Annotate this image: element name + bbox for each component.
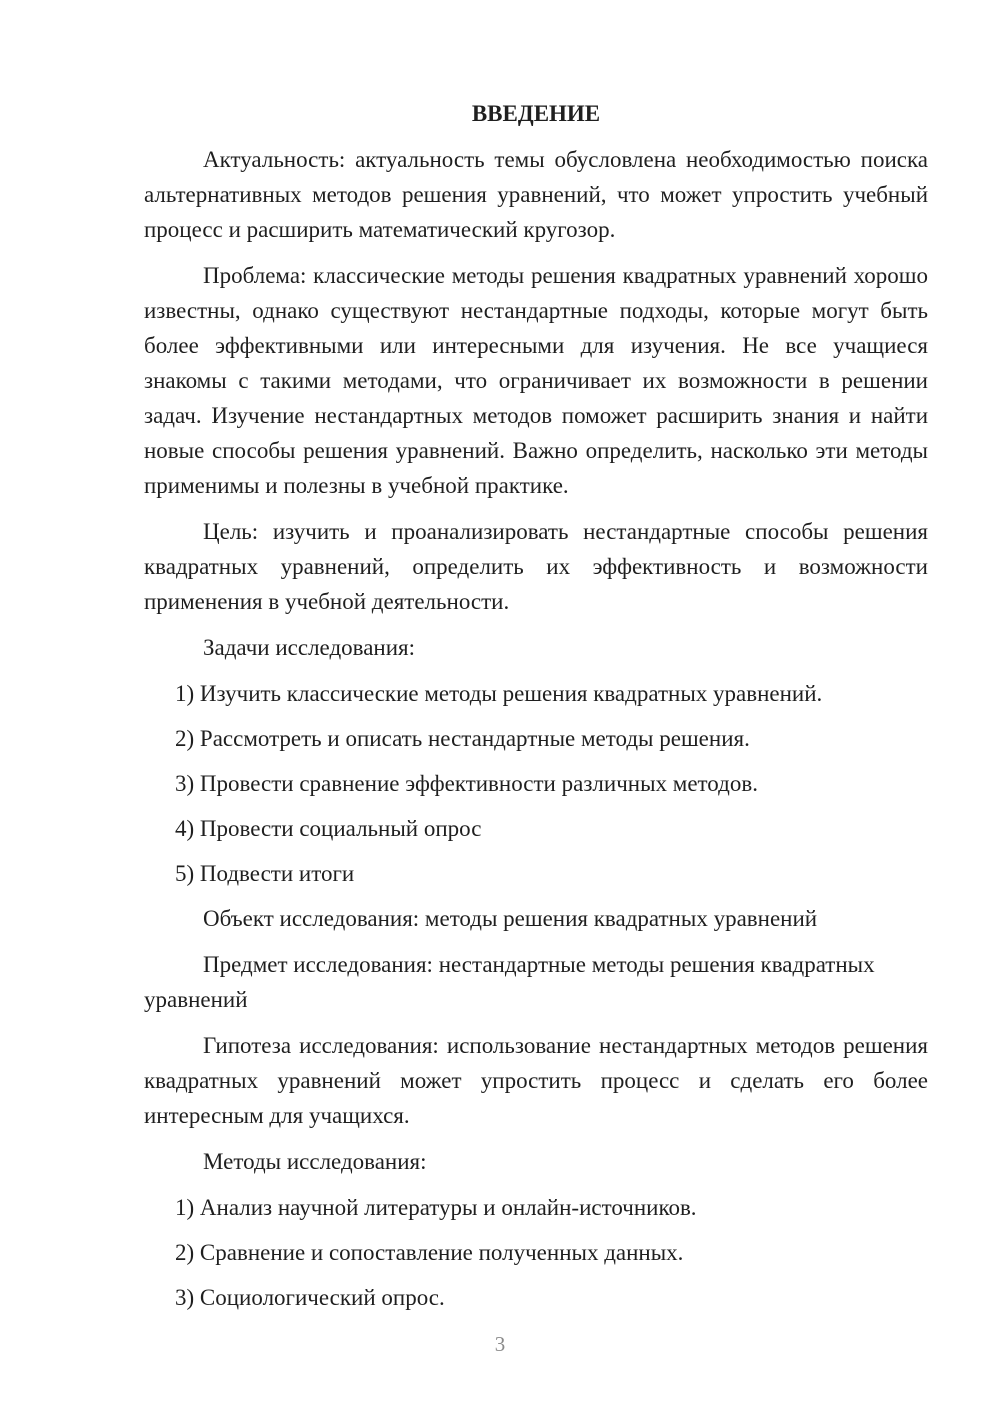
tasks-heading: Задачи исследования: xyxy=(203,635,416,660)
methods-list xyxy=(144,1190,928,1315)
task-item: 5) Подвести итоги xyxy=(175,861,355,886)
method-item: 1) Анализ научной литературы и онлайн-источников. xyxy=(175,1195,697,1220)
task-item: 1) Изучить классические методы решения квадратных уравнений. xyxy=(175,681,823,706)
hypothesis-paragraph: Гипотеза исследования: использование нестандартных методов решения квадратных уравнений может упростить процесс и сделать его более интересным для учащихся. xyxy=(144,1033,928,1128)
object-paragraph: Объект исследования: методы решения квадратных уравнений xyxy=(203,906,818,931)
relevance-paragraph: Актуальность: актуальность темы обусловлена необходимостью поиска альтернативных методов решения уравнений, что может упростить учебный процесс и расширить математический кругозор. xyxy=(144,147,928,242)
method-item: 2) Сравнение и сопоставление полученных данных. xyxy=(175,1240,684,1265)
subject-paragraph: Предмет исследования: нестандартные методы решения квадратных уравнений xyxy=(144,952,875,1012)
method-item: 3) Социологический опрос. xyxy=(175,1285,445,1310)
page-number: 3 xyxy=(494,1332,506,1356)
section-title: ВВЕДЕНИЕ xyxy=(471,101,601,126)
task-item: 3) Провести сравнение эффективности различных методов. xyxy=(175,771,758,796)
goal-paragraph: Цель: изучить и проанализировать нестандартные способы решения квадратных уравнений, определить их эффективность и возможности применения в учебной деятельности. xyxy=(144,519,928,614)
tasks-list xyxy=(144,676,928,891)
task-item: 2) Рассмотреть и описать нестандартные методы решения. xyxy=(175,726,750,751)
page-content xyxy=(144,96,928,1325)
problem-paragraph: Проблема: классические методы решения квадратных уравнений хорошо известны, однако существуют нестандартные подходы, которые могут быть более эффективными или интересными для изучения. Не все учащиеся знакомы с такими методами, что ограничивает их возможности в решении задач. Изучение нестандартных методов поможет расширить знания и найти новые способы решения уравнений. Важно определить, насколько эти методы применимы и полезны в учебной практике. xyxy=(144,263,928,498)
methods-heading: Методы исследования: xyxy=(203,1149,427,1174)
task-item: 4) Провести социальный опрос xyxy=(175,816,482,841)
